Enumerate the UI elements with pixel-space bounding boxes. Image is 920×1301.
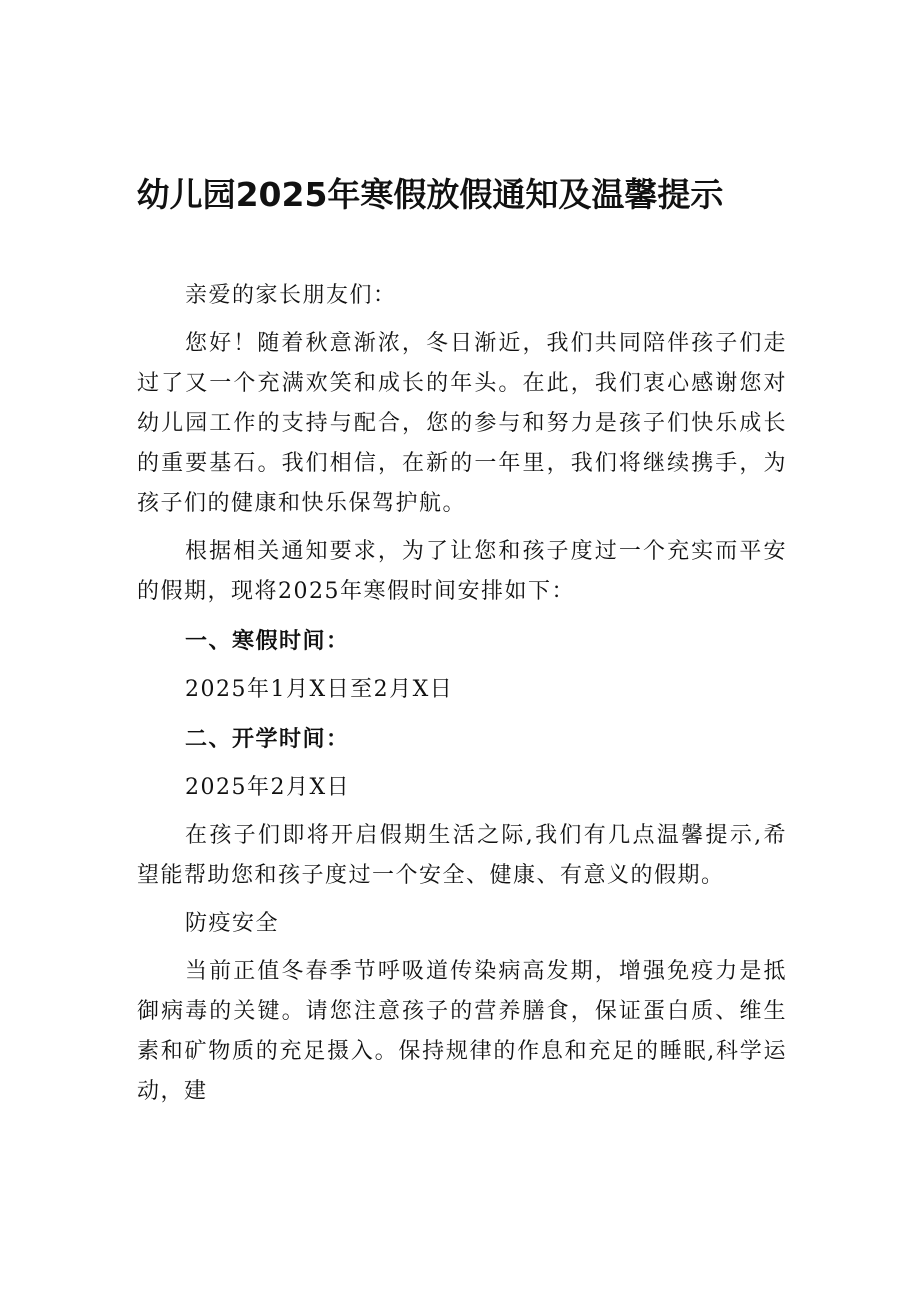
- paragraph-intro: 您好！随着秋意渐浓，冬日渐近，我们共同陪伴孩子们走过了又一个充满欢笑和成长的年头。在此，我们衷心感谢您对幼儿园工作的支持与配合，您的参与和努力是孩子们快乐成长的重要基石。我们相信，在新的一年里，我们将继续携手，为孩子们的健康和快乐保驾护航。: [137, 331, 787, 516]
- school-start-date: 2025年2月X日: [185, 775, 351, 800]
- section-heading-winter-break: 一、寒假时间：: [185, 629, 350, 654]
- paragraph-tips-intro: 在孩子们即将开启假期生活之际,我们有几点温馨提示,希望能帮助您和孩子度过一个安全、健康、有意义的假期。: [137, 823, 787, 888]
- document-title: 幼儿园2025年寒假放假通知及温馨提示: [136, 175, 724, 214]
- document-body: [137, 276, 787, 1112]
- subheading-epidemic-safety: 防疫安全: [185, 911, 280, 936]
- section-heading-school-start: 二、开学时间：: [185, 727, 350, 752]
- paragraph-arrangement: 根据相关通知要求，为了让您和孩子度过一个充实而平安的假期，现将2025年寒假时间安排如下：: [137, 539, 787, 604]
- winter-break-dates: 2025年1月X日至2月X日: [185, 677, 454, 702]
- greeting: 亲爱的家长朋友们：: [185, 283, 397, 308]
- paragraph-epidemic-safety: 当前正值冬春季节呼吸道传染病高发期，增强免疫力是抵御病毒的关键。请您注意孩子的营养膳食，保证蛋白质、维生素和矿物质的充足摄入。保持规律的作息和充足的睡眠,科学运动，建: [137, 959, 787, 1104]
